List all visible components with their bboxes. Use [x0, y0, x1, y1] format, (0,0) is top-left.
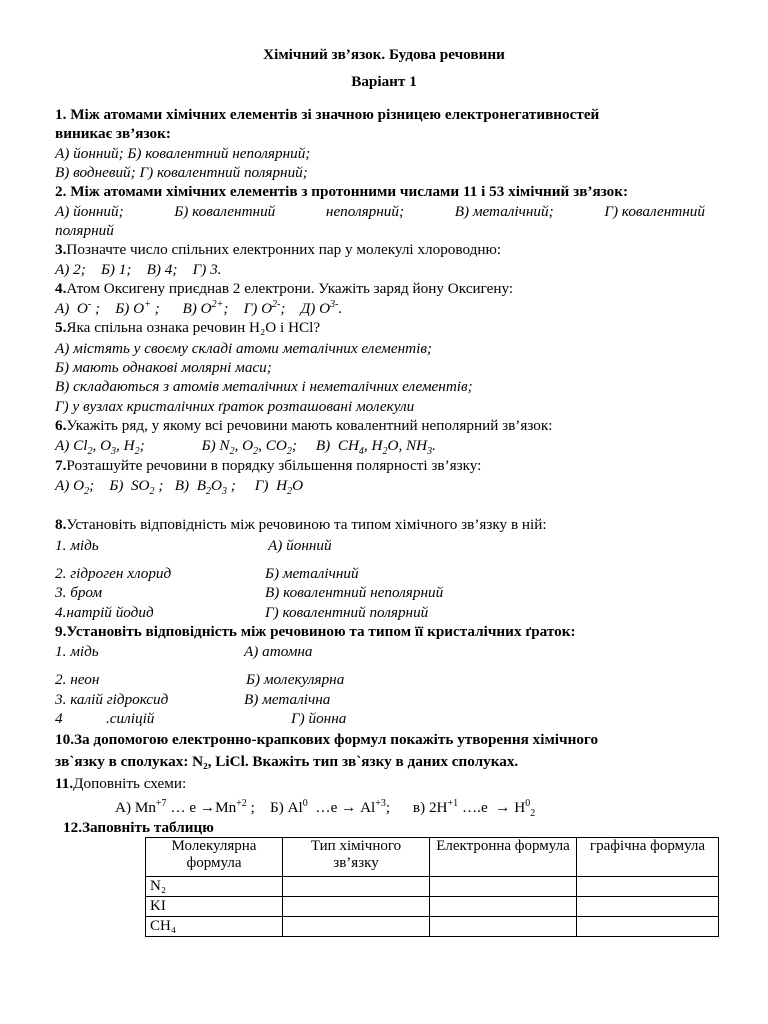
q9-row-1: [55, 642, 705, 661]
question-text: Між атомами хімічних елементів зі значною різницею електронегативностей: [66, 106, 600, 123]
question-number: 5.: [55, 319, 67, 336]
q4-answers: А) О- ; Б) О+ ; В) $О^{2+}$; Г) $О^{2-}$; Д) $О^{3-}$.: [55, 298, 343, 317]
q2-answers-cont: полярний: [55, 222, 114, 239]
table-row: [146, 917, 719, 937]
q8-left-3: 3. бром: [55, 584, 103, 601]
formula-cell: CH₄: [146, 917, 283, 937]
question-2: [55, 182, 705, 201]
question-6: [55, 416, 705, 435]
question-1: [55, 105, 705, 124]
formula-cell: N₂: [146, 877, 283, 897]
q9-row-3: [55, 690, 705, 709]
q8-row-4: [55, 603, 705, 622]
question-number: 12: [63, 819, 79, 836]
variant-label: Варіант 1: [351, 73, 417, 90]
q3-answers: А) 2; Б) 1; В) 4; Г) 3.: [55, 261, 222, 278]
empty-cell[interactable]: [283, 897, 430, 917]
q8-left-4: 4.натрій йодид: [55, 604, 154, 621]
empty-cell[interactable]: [577, 897, 719, 917]
fill-in-table: [145, 837, 719, 937]
question-10: [55, 730, 705, 749]
q9-row-4: [55, 709, 705, 728]
q8-right-3: В) ковалентний неполярний: [265, 584, 444, 601]
q8-right-4: Г) ковалентний полярний: [265, 604, 429, 621]
question-7: [55, 456, 705, 475]
header-graphic-formula: графічна формула: [577, 838, 719, 877]
empty-cell[interactable]: [430, 877, 577, 897]
q2-answers: [55, 202, 705, 221]
q8-row-1: [55, 536, 705, 555]
q2-option-c: В) металічний;: [454, 203, 554, 220]
q9-left-1: 1. мідь: [55, 643, 99, 660]
question-number: 8.: [55, 516, 67, 533]
q5-answer-c: В) складаються з атомів металічних і неметалічних елементів;: [55, 378, 473, 395]
empty-cell[interactable]: [283, 917, 430, 937]
q9-left-2: 2. неон: [55, 671, 100, 688]
q8-row-2: [55, 564, 705, 583]
q5-answer-a: А) містять у своєму складі атоми металічних елементів;: [55, 340, 432, 357]
formula-cell: KI: [146, 897, 283, 917]
q8-right-2: Б) металічний: [265, 565, 359, 582]
question-12: [63, 818, 713, 837]
question-text: Доповніть схеми:: [73, 775, 187, 792]
empty-cell[interactable]: [430, 917, 577, 937]
q8-left-1: 1. мідь: [55, 537, 99, 554]
empty-cell[interactable]: [577, 917, 719, 937]
question-number: 7.: [55, 457, 67, 474]
question-text: Установіть відповідність між речовиною та типом хімічного зв’язку в ній:: [66, 516, 547, 533]
header-electronic-formula: Електронна формула: [430, 838, 577, 877]
empty-cell[interactable]: [430, 897, 577, 917]
q1-answers-line-1: А) йонний; Б) ковалентний неполярний;: [55, 145, 311, 162]
question-number: 10: [55, 731, 71, 748]
question-text: Установіть відповідність між речовиною та типом її кристалічних ґраток:: [66, 623, 576, 640]
question-number: 11.: [55, 775, 74, 792]
question-number: 9.: [55, 623, 67, 640]
q9-left-4: .силіцій: [106, 710, 155, 727]
question-4: [55, 279, 705, 298]
q1-answers-line-2: В) водневий; Г) ковалентний полярний;: [55, 164, 308, 181]
question-text: Яка спільна ознака речовин H₂O і HCl?: [66, 319, 321, 336]
question-5: [55, 318, 705, 337]
page-title: Хімічний зв’язок. Будова речовини: [263, 46, 505, 63]
table-row: [146, 877, 719, 897]
q2-option-a: А) йонний;: [55, 203, 124, 220]
q2-option-d: Г) ковалентний: [604, 203, 705, 220]
question-text: .Заповніть таблицю: [78, 819, 214, 836]
question-number: 2.: [55, 183, 67, 200]
question-text: .За допомогою електронно-крапкових формул покажіть утворення хімічного: [70, 731, 599, 748]
question-8: [55, 515, 705, 534]
q8-row-3: [55, 583, 705, 602]
q2-option-b: Б) ковалентний: [174, 203, 276, 220]
q8-left-2: 2. гідроген хлорид: [55, 565, 172, 582]
table-row: [146, 897, 719, 917]
q9-row-2: [55, 670, 705, 689]
question-number: 6.: [55, 417, 67, 434]
empty-cell[interactable]: [577, 877, 719, 897]
q2-option-b-cont: неполярний;: [325, 203, 405, 220]
q9-left-3: 3. калій гідроксид: [55, 691, 169, 708]
header-molecular-formula: Молекулярна формула: [146, 838, 283, 877]
q7-answers: А) $O_2$; Б) $SO_2$ ; В) $B_2O_3$ ; Г) $H_2O$: [55, 477, 304, 498]
table-header-row: [146, 838, 719, 877]
question-text: Розташуйте речовини в порядку збільшення полярності зв’язку:: [66, 457, 482, 474]
empty-cell[interactable]: [283, 877, 430, 897]
q5-answer-d: Г) у вузлах кристалічних ґраток розташовані молекули: [55, 398, 415, 415]
question-text: Укажіть ряд, у якому всі речовини мають ковалентний неполярний зв’язок:: [66, 417, 553, 434]
question-text: Атом Оксигену приєднав 2 електрони. Укажіть заряд йону Оксигену:: [66, 280, 514, 297]
question-number: 1.: [55, 106, 67, 123]
q9-right-2: Б) молекулярна: [246, 671, 345, 688]
question-text: Між атомами хімічних елементів з протонними числами 11 і 53 хімічний зв’язок:: [66, 183, 629, 200]
q9-right-3: В) металічна: [244, 691, 331, 708]
question-text: Позначте число спільних електронних пар у молекулі хлороводню:: [66, 241, 502, 258]
question-3: [55, 240, 705, 259]
question-9: [55, 622, 705, 641]
question-number: 4.: [55, 280, 67, 297]
question-1-cont: виникає зв’язок:: [55, 125, 171, 142]
q9-right-1: А) атомна: [244, 643, 313, 660]
question-11: [55, 774, 705, 793]
q5-answer-b: Б) мають однакові молярні маси;: [55, 359, 272, 376]
q8-right-1: А) йонний: [268, 537, 332, 554]
question-number: 3.: [55, 241, 67, 258]
q6-answers: А) $Cl_2$, $O_3$, $H_2$; Б) $N_2$, $O_2$, $CO_2$; В) $CH_4$, $H_2O$, $NH_3$.: [55, 437, 436, 458]
q9-right-4: Г) йонна: [291, 710, 347, 727]
question-10-cont: зв`язку в сполуках: N₂, LiCl. Вкажіть тип зв`язку в даних сполуках.: [55, 753, 519, 770]
header-bond-type: Тип хімічного зв’язку: [283, 838, 430, 877]
q11-schemes: А) $Mn^{+7}$ … $е \to Mn^{+2}$ ; Б) Al$^0$ …е → $Al^{+3}$; в) $2H^{+1}$ ….е → $H^0_2$: [115, 797, 536, 820]
q9-left-4-num: 4: [55, 710, 63, 727]
